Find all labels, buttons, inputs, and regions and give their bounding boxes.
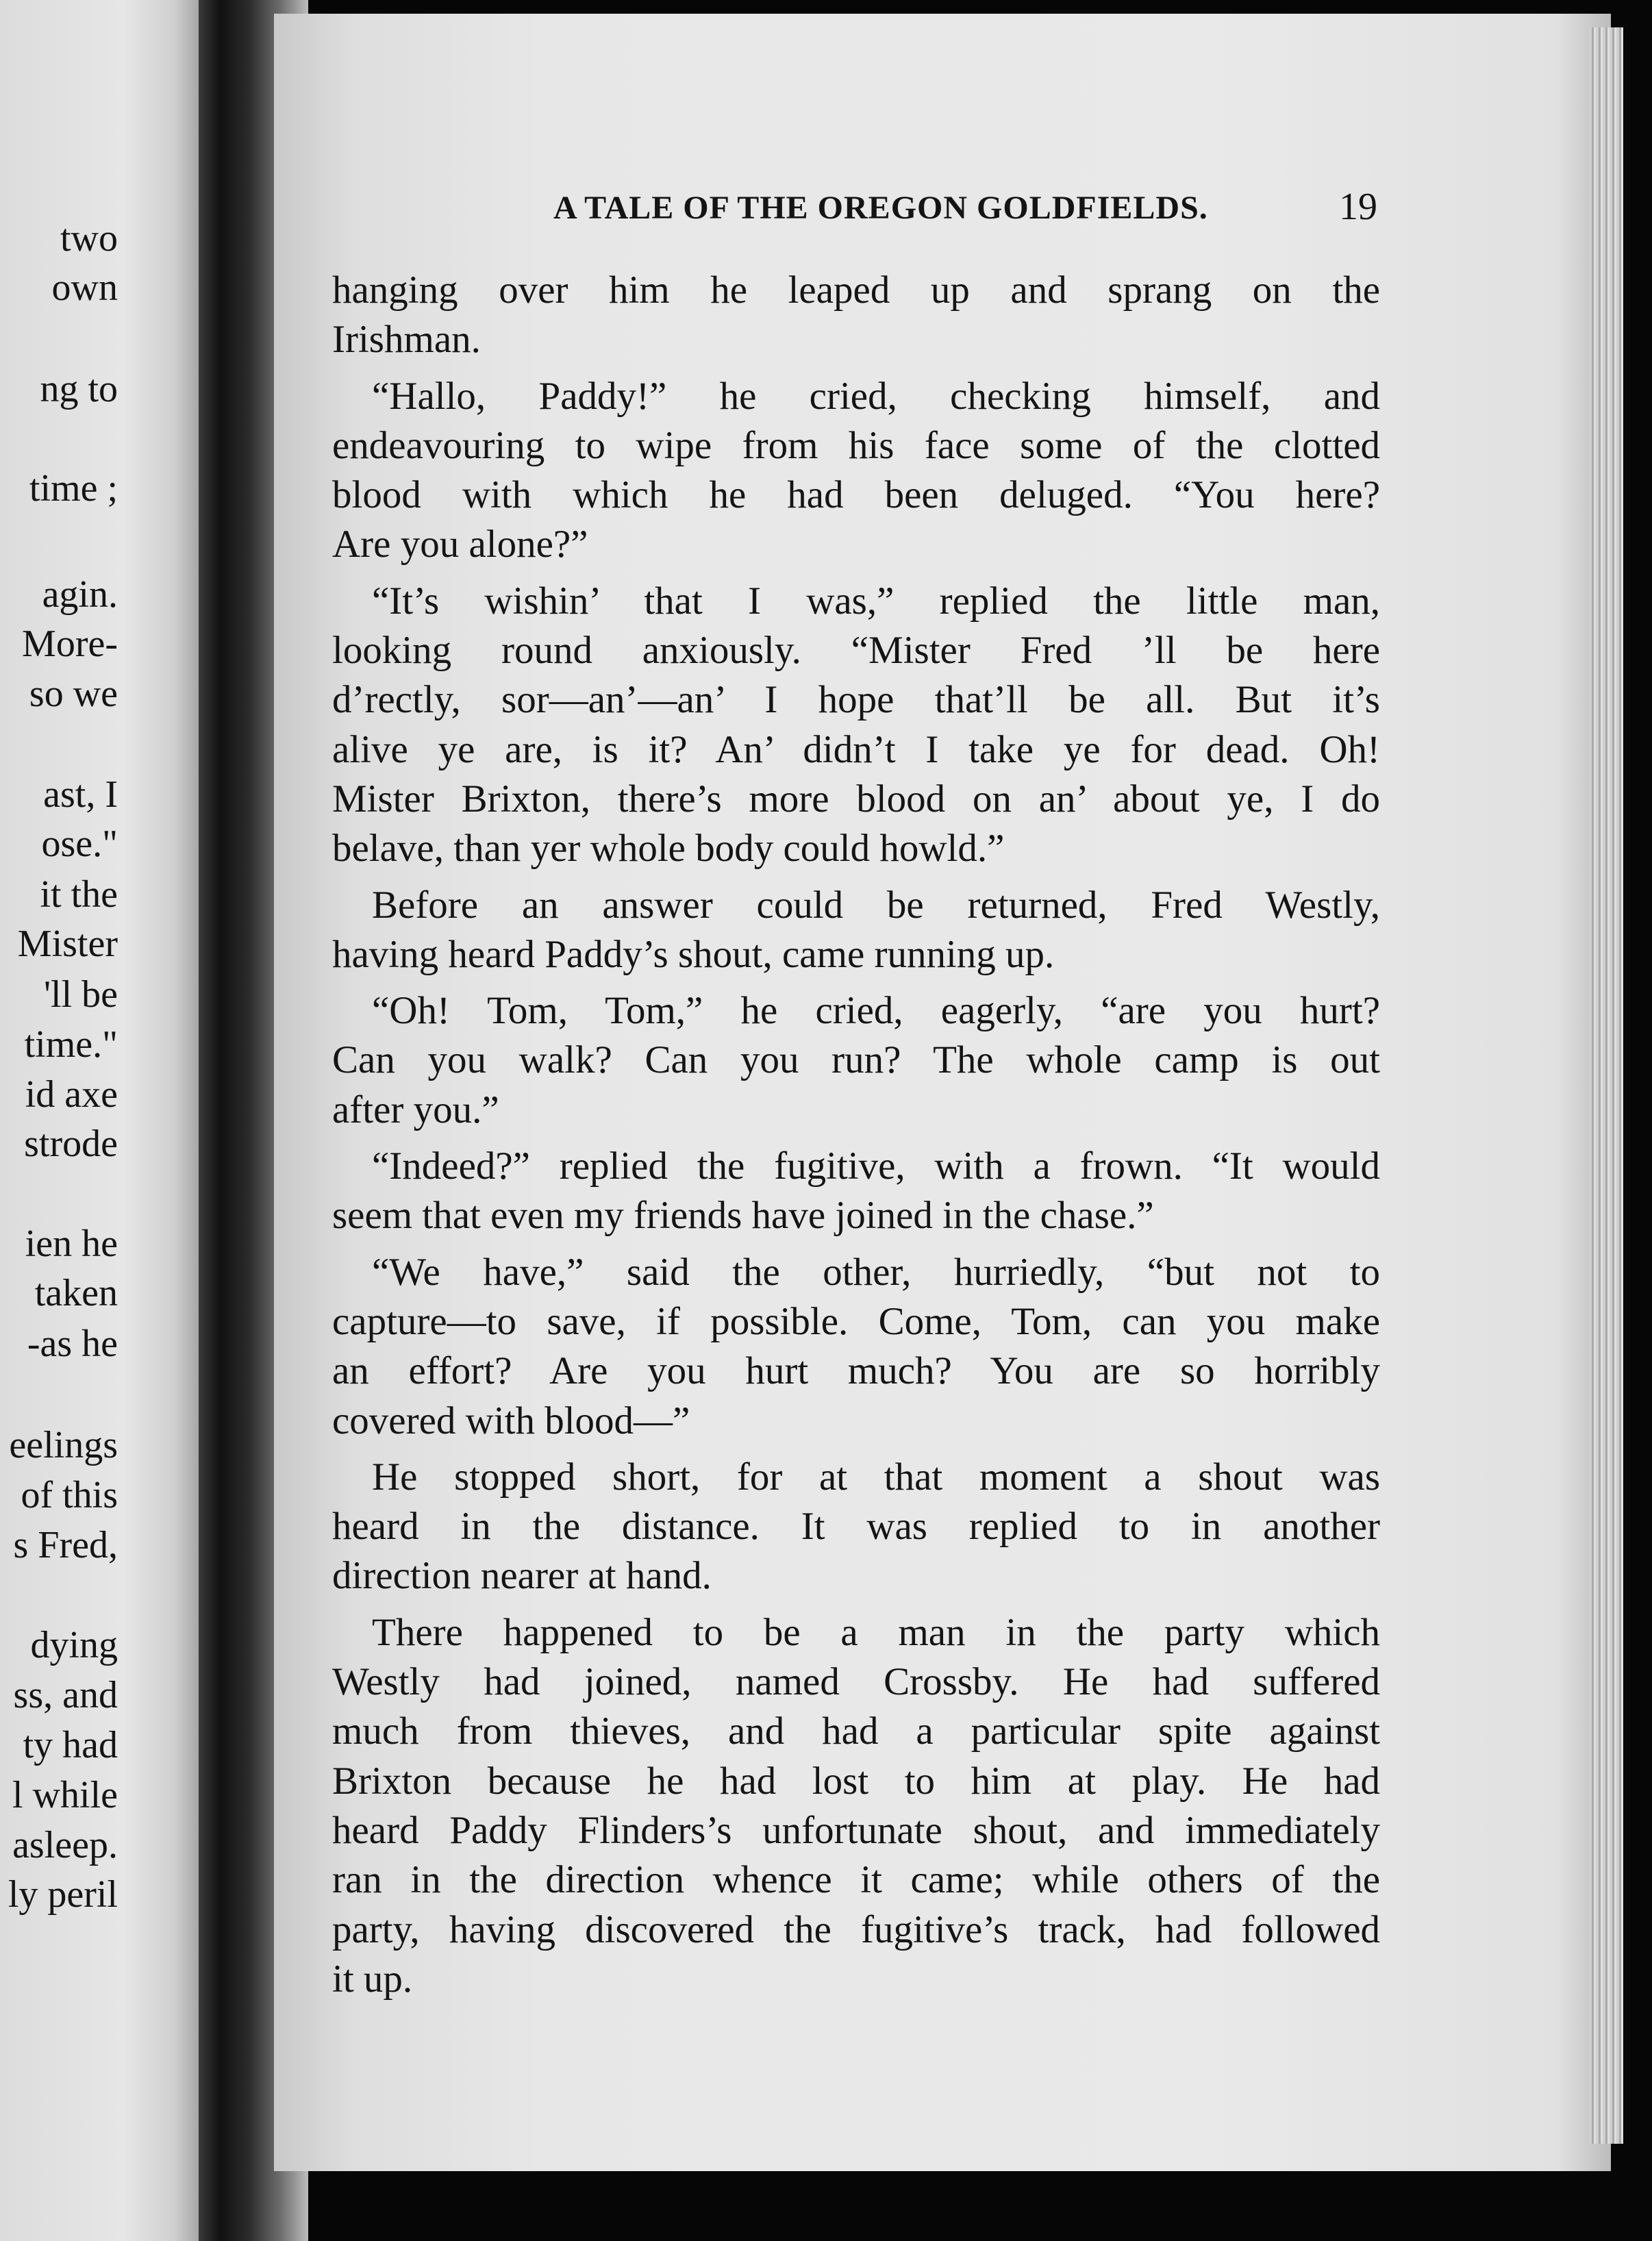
left-page-line: 'll be [43, 973, 118, 1016]
left-page-line: time ; [29, 467, 118, 510]
text-line: much from thieves, and had a particular spite against [332, 1710, 1380, 1753]
left-page-line: ast, I [43, 773, 118, 816]
text-line: Mister Brixton, there’s more blood on an’ about ye, I do [332, 777, 1380, 821]
page-edges [1589, 27, 1623, 2144]
text-line: party, having discovered the fugitive’s track, had followed [332, 1907, 1380, 1951]
running-head: A TALE OF THE OREGON GOLDFIELDS. [553, 190, 1208, 226]
left-page-line: -as he [27, 1323, 118, 1365]
text-line: looking round anxiously. “Mister Fred ’ll be here [332, 629, 1380, 673]
text-line: direction nearer at hand. [332, 1554, 712, 1598]
text-line: blood with which he had been deluged. “You here? [332, 473, 1380, 517]
text-line: Westly had joined, named Crossby. He had suffered [332, 1660, 1380, 1704]
text-line: He stopped short, for at that moment a shout was [372, 1455, 1380, 1499]
text-line: d’rectly, sor—an’—an’ I hope that’ll be all. But it’s [332, 678, 1380, 722]
text-line: having heard Paddy’s shout, came running up. [332, 932, 1055, 976]
text-line: Before an answer could be returned, Fred Westly, [372, 883, 1380, 927]
text-line: endeavouring to wipe from his face some of the clotted [332, 423, 1380, 467]
text-line: “Oh! Tom, Tom,” he cried, eagerly, “are you hurt? [372, 989, 1380, 1033]
left-page-line: strode [24, 1123, 118, 1165]
text-line: Can you walk? Can you run? The whole camp is out [332, 1038, 1380, 1082]
text-line: “Indeed?” replied the fugitive, with a frown. “It would [372, 1144, 1380, 1188]
text-line: “We have,” said the other, hurriedly, “but not to [372, 1250, 1380, 1294]
left-page-line: ly peril [8, 1873, 118, 1916]
body-text [332, 266, 1380, 2004]
text-line: covered with blood—” [332, 1399, 690, 1442]
text-line: heard in the distance. It was replied to in another [332, 1505, 1380, 1549]
text-line: after you.” [332, 1088, 499, 1131]
left-page-line: ien he [25, 1223, 118, 1265]
text-line: belave, than yer whole body could howld.” [332, 827, 1005, 871]
left-page-line: eelings [9, 1424, 118, 1466]
left-page-line: id axe [25, 1073, 118, 1116]
left-page-line: ss, and [13, 1674, 118, 1716]
text-line: it up. [332, 1957, 413, 2001]
text-line: ran in the direction whence it came; while others of the [332, 1858, 1380, 1902]
text-line: Are you alone?” [332, 523, 588, 566]
page-number: 19 [1339, 186, 1377, 228]
left-page-line: so we [29, 673, 118, 715]
left-page-line: s Fred, [13, 1524, 118, 1566]
left-page-line: l while [12, 1774, 118, 1816]
text-line: alive ye are, is it? An’ didn’t I take ye for dead. Oh! [332, 727, 1380, 771]
text-line: hanging over him he leaped up and sprang on the [332, 268, 1380, 312]
left-page-line: time." [24, 1023, 118, 1066]
text-line: There happened to be a man in the party which [372, 1610, 1380, 1654]
text-line: “It’s wishin’ that I was,” replied the little man, [372, 579, 1380, 623]
left-page-line: asleep. [12, 1824, 118, 1866]
text-line: Brixton because he had lost to him at play. He had [332, 1759, 1380, 1803]
left-page-line: Mister [17, 923, 118, 965]
text-line: heard Paddy Flinders’s unfortunate shout, and immediately [332, 1808, 1380, 1852]
text-line: “Hallo, Paddy!” he cried, checking himself, and [372, 374, 1380, 418]
left-page-line: it the [40, 873, 118, 916]
text-line: seem that even my friends have joined in the chase.” [332, 1194, 1154, 1238]
left-page-line: of this [21, 1474, 118, 1516]
left-page-line: ose." [41, 823, 118, 865]
left-page-line: agin. [42, 573, 118, 616]
text-line: Irishman. [332, 318, 481, 362]
left-page-line: dying [30, 1624, 118, 1666]
left-page-line: own [51, 266, 118, 309]
left-page-line: More- [22, 623, 118, 665]
left-page-line: taken [34, 1272, 118, 1314]
left-page-line: two [60, 217, 118, 260]
left-page-fragment [0, 0, 205, 2241]
left-page-line: ty had [23, 1724, 118, 1766]
text-line: capture—to save, if possible. Come, Tom, can you make [332, 1299, 1380, 1343]
text-line: an effort? Are you hurt much? You are so horribly [332, 1349, 1380, 1393]
left-page-line: ng to [40, 368, 118, 410]
